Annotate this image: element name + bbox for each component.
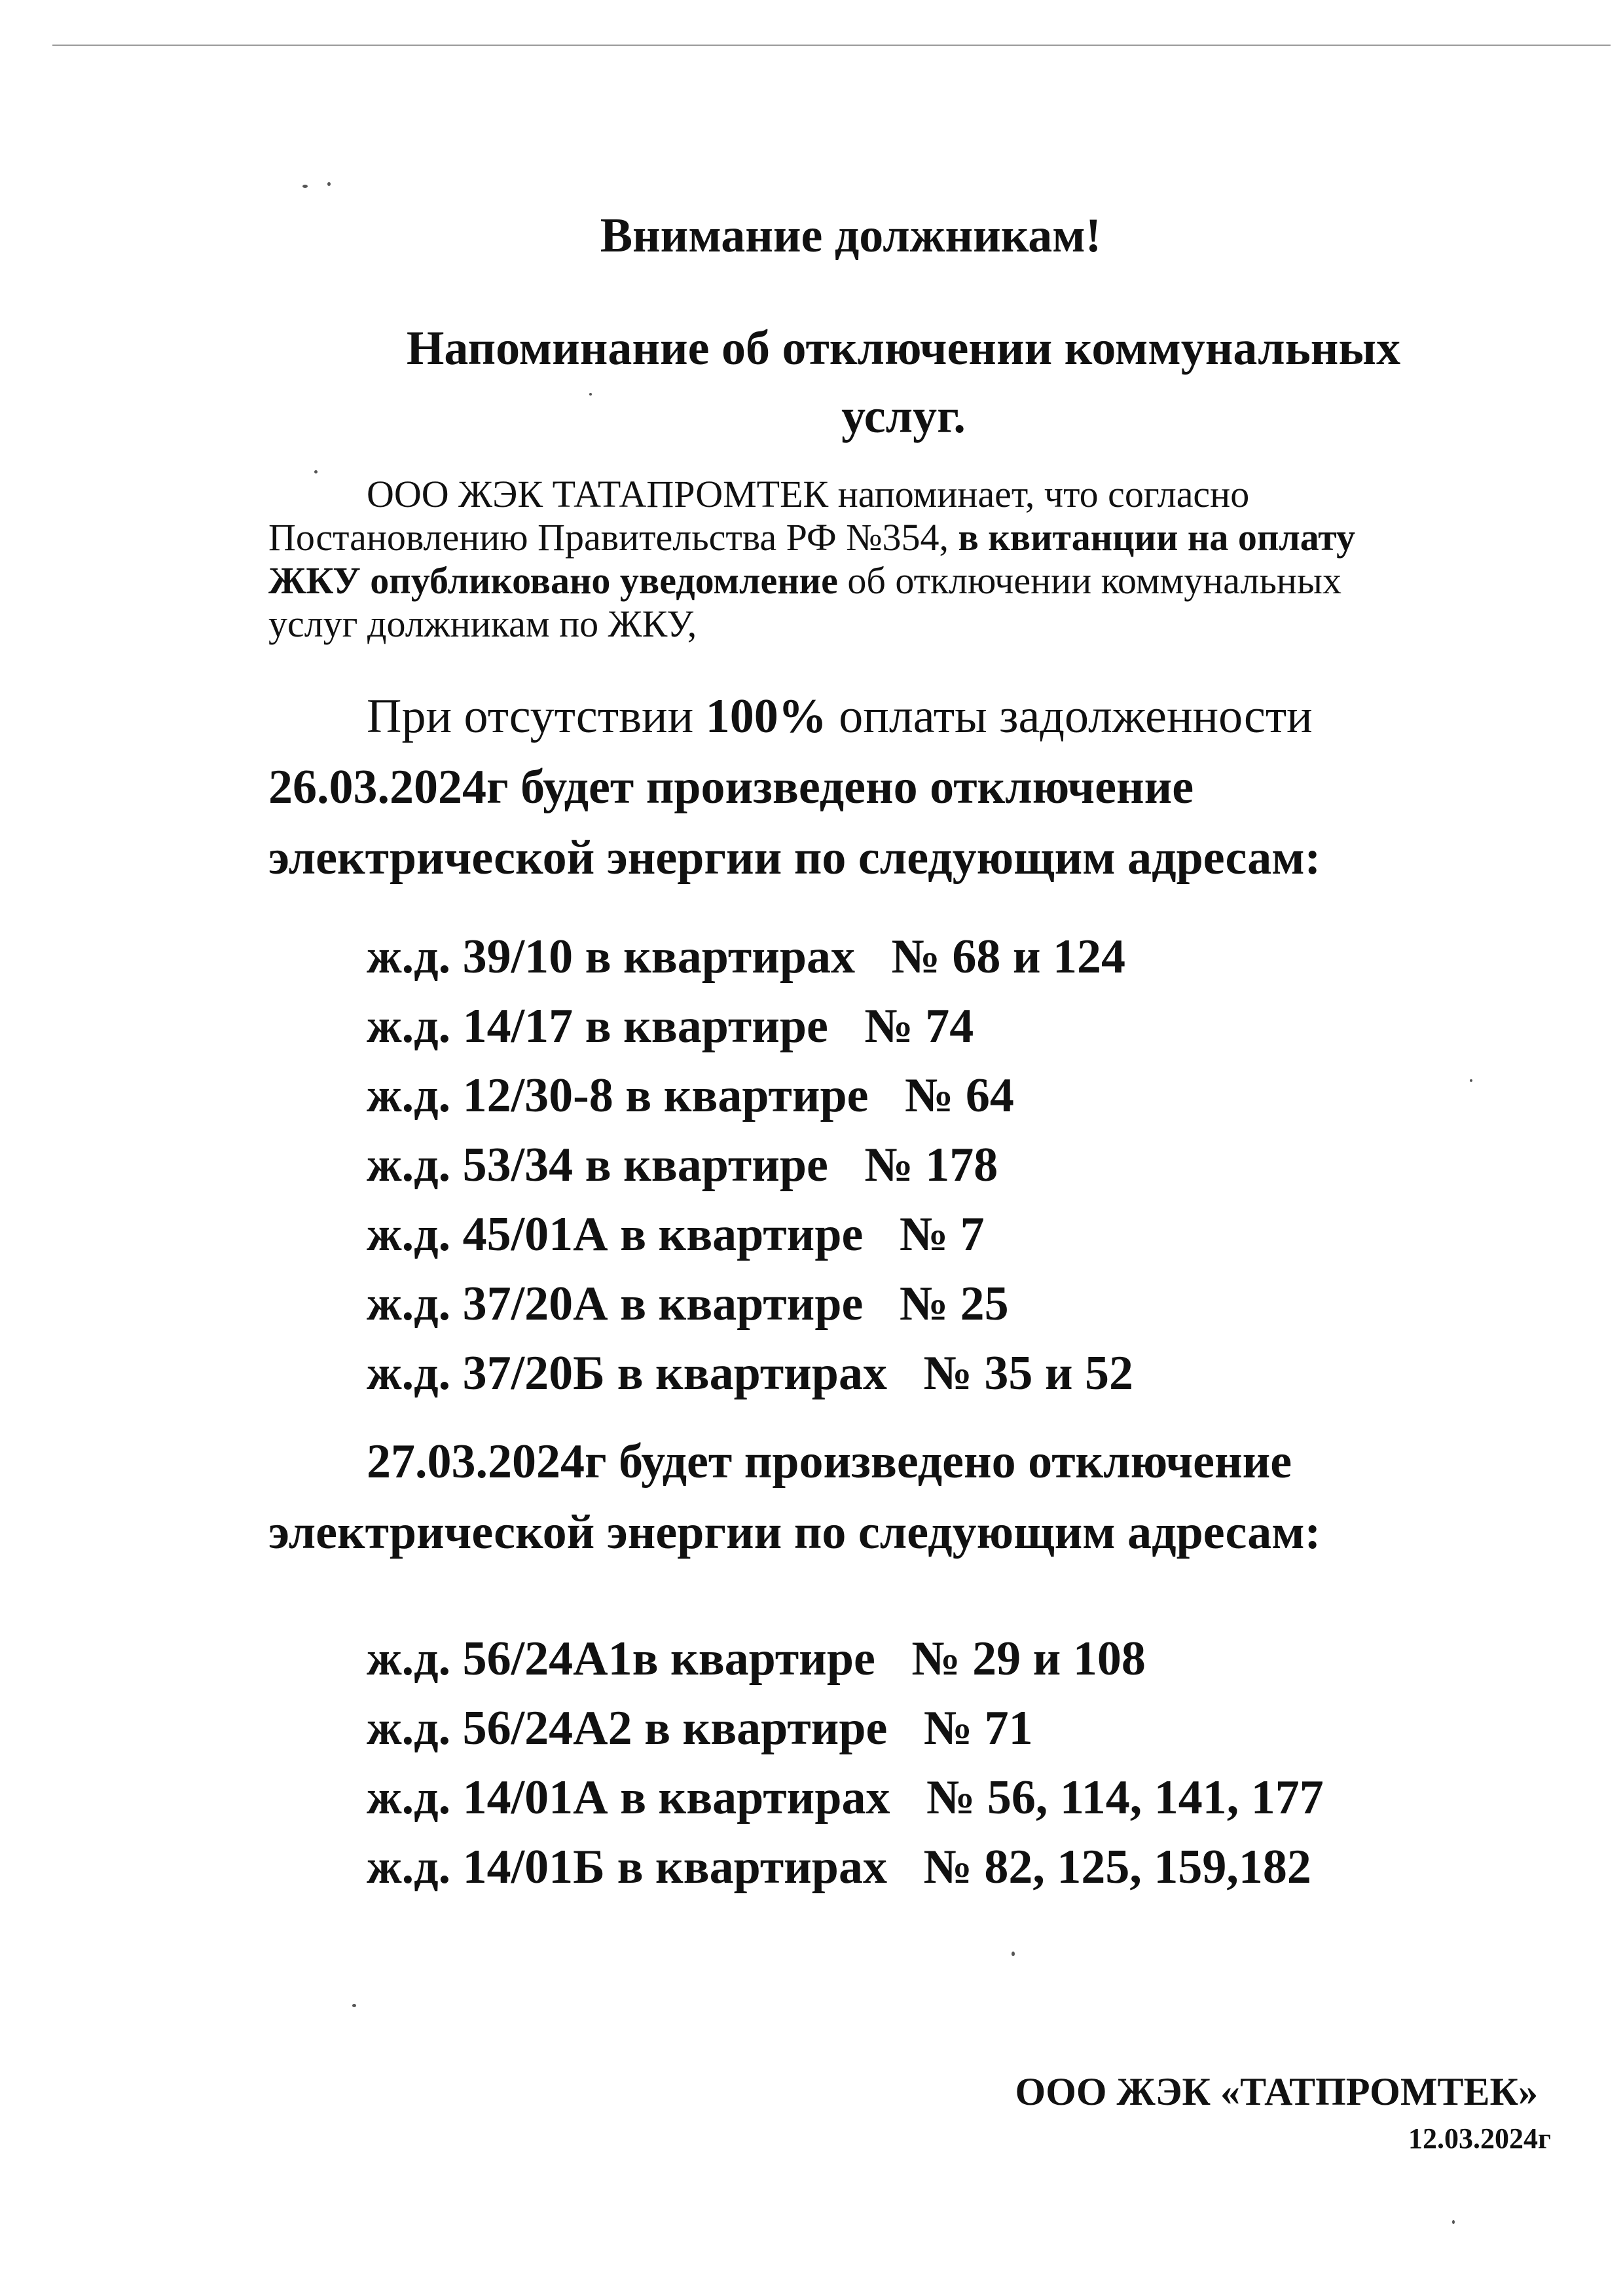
subtitle-line-2: услуг.: [841, 390, 966, 443]
notice-address-intro: электрической энергии по следующим адресам:: [268, 831, 1321, 885]
signature: ООО ЖЭК «ТАТПРОМТЕК»: [1015, 2070, 1538, 2113]
page-title: Внимание должникам!: [600, 209, 1102, 263]
subtitle-line-1: Напоминание об отключении коммунальных: [406, 322, 1401, 375]
scan-speck: [327, 182, 331, 186]
scan-speck: [352, 2004, 356, 2007]
list-item: ж.д. 37/20А в квартире № 25: [367, 1277, 1009, 1331]
notice-lead: [268, 690, 1313, 743]
signature-date: 12.03.2024г: [1408, 2122, 1551, 2155]
intro-text-4: услуг должникам по ЖКУ,: [268, 602, 697, 645]
list-item: ж.д. 53/34 в квартире № 178: [367, 1138, 998, 1192]
notice-second-date: [268, 1426, 1545, 1568]
list-item: ж.д. 12/30-8 в квартире № 64: [367, 1069, 1014, 1122]
list-item: ж.д. 45/01А в квартире № 7: [367, 1208, 985, 1261]
address-list-second: [367, 1624, 1324, 1902]
notice-lead-c: оплаты задолженности: [826, 690, 1313, 743]
intro-text-3: об отключении коммунальных: [837, 559, 1341, 602]
intro-text-2: Постановлению Правительства РФ №354,: [268, 516, 958, 559]
notice-lead-a: При отсутствии: [367, 690, 706, 743]
notice2-date-line: 27.03.2024г будет произведено отключение: [367, 1435, 1292, 1489]
notice2-address-intro: электрической энергии по следующим адресам:: [268, 1506, 1321, 1559]
list-item: ж.д. 37/20Б в квартирах № 35 и 52: [367, 1346, 1133, 1400]
intro-text-1: ООО ЖЭК ТАТАПРОМТЕК напоминает, что согласно: [367, 473, 1250, 515]
intro-paragraph: [268, 473, 1545, 646]
intro-text-2-bold: в квитанции на оплату: [958, 516, 1355, 559]
intro-text-3-bold: ЖКУ опубликовано уведомление: [268, 559, 838, 602]
list-item: ж.д. 56/24А1в квартире № 29 и 108: [367, 1632, 1146, 1686]
page-subtitle: [314, 314, 1493, 451]
scan-speck: [302, 185, 308, 188]
notice-first-date: [268, 681, 1545, 893]
address-list-first: [367, 922, 1133, 1408]
notice-lead-percent: 100%: [705, 690, 827, 743]
scan-speck: [1470, 1079, 1472, 1082]
scan-speck: [1452, 2220, 1455, 2224]
list-item: ж.д. 14/17 в квартире № 74: [367, 999, 974, 1053]
list-item: ж.д. 56/24А2 в квартире № 71: [367, 1701, 1033, 1755]
list-item: ж.д. 39/10 в квартирах № 68 и 124: [367, 930, 1126, 984]
list-item: ж.д. 14/01А в квартирах № 56, 114, 141, 177: [367, 1771, 1324, 1824]
scan-edge-line: [52, 45, 1611, 46]
list-item: ж.д. 14/01Б в квартирах № 82, 125, 159,182: [367, 1840, 1311, 1894]
notice-date-line: 26.03.2024г будет произведено отключение: [268, 760, 1194, 814]
scan-speck: [1012, 1952, 1015, 1956]
